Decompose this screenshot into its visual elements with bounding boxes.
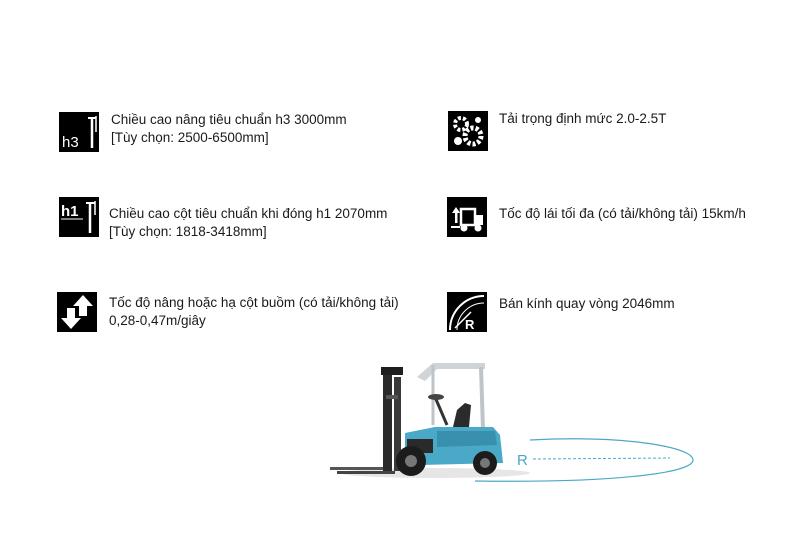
turning-radius-icon bbox=[447, 292, 487, 332]
gears-load-icon bbox=[448, 111, 488, 151]
lift-speed-value-text: 0,28-0,47m/giây bbox=[109, 313, 206, 328]
svg-text:h3: h3 bbox=[62, 134, 79, 151]
lift-height-option-text: [Tùy chọn: 2500-6500mm] bbox=[111, 130, 269, 145]
turning-radius-text: Bán kính quay vòng 2046mm bbox=[499, 296, 675, 311]
mast-height-option-text: [Tùy chọn: 1818-3418mm] bbox=[109, 224, 267, 239]
travel-speed-text: Tốc độ lái tối đa (có tải/không tải) 15km/h bbox=[499, 206, 746, 221]
forklift-illustration bbox=[325, 355, 705, 485]
mast-height-h1-icon bbox=[59, 197, 99, 237]
lift-speed-text: Tốc độ nâng hoặc hạ cột buồm (có tải/không tải) bbox=[109, 295, 399, 310]
up-down-arrows-icon bbox=[57, 292, 97, 332]
lift-height-h3-icon bbox=[59, 112, 99, 152]
radius-dashed-line bbox=[533, 458, 670, 459]
mast-height-text: Chiều cao cột tiêu chuẩn khi đóng h1 2070mm bbox=[109, 206, 388, 221]
svg-text:R: R bbox=[465, 317, 475, 332]
radius-label: R bbox=[517, 452, 528, 469]
lift-height-text: Chiều cao nâng tiêu chuẩn h3 3000mm bbox=[111, 112, 347, 127]
travel-speed-forklift-icon bbox=[447, 197, 487, 237]
rated-capacity-text: Tải trọng định mức 2.0-2.5T bbox=[499, 111, 667, 126]
svg-text:h1: h1 bbox=[61, 203, 79, 220]
